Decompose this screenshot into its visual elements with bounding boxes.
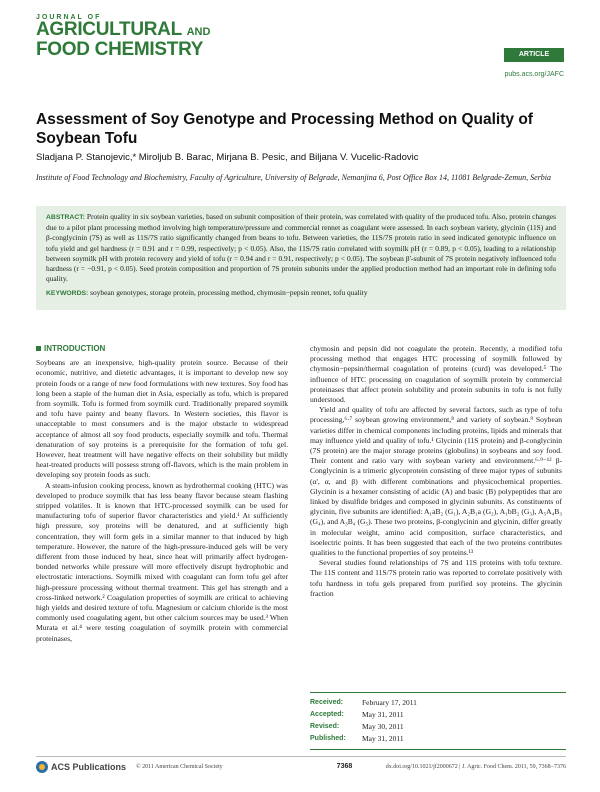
abstract-label: ABSTRACT: [46, 214, 85, 221]
journal-name-agricultural: AGRICULTURAL [36, 19, 182, 40]
date-row: Published: May 31, 2011 [310, 734, 404, 743]
abstract-panel [36, 206, 566, 310]
body-paragraph: A steam-infusion cooking process, known as hydrothermal cooking (HTC) was developed to produce soymilk that has less beany flavor because steam flashing stripped volatiles. It is known that HTC-processed soymilk can be used for manufacturing tofu of superior flavor characteristics and yield.¹ At sufficiently high pressure, soy proteins will be denatured, and at sufficiently high concentration, they will form gels in a similar manner to that induced by high temperature. However, the nature of the high-pressure-induced gels will be very different from those induced by heat, since heat will primarily affect hydrogen-bonded networks while pressure will more effectively disrupt hydrophobic and electrostatic interactions. Soymilk mixed with coagulant can form tofu gel after high-pressure processing without thermal treatment. This gel has strength and a cross-linked network.² Coagulation properties of soymilk are critical to achieving high yields and desired texture of tofu. Magnesium or calcium chloride is the most commonly used coagulating agent, but other calcium sources may be used.³ When Murata et al.⁴ were testing coagulation of soymilk protein with commercial proteinases, [36, 480, 288, 643]
abstract-text: Protein quality in six soybean varieties, based on subunit composition of their protein, was correlated with quality of the produced tofu. Also, protein changes due to a pilot plant processing method involving high temperature/pressure and commercial rennet as coagulant were assessed. In each soybean variety, glycinin (11S) and β-conglycinin (7S) as well as 11S/7S ratio significantly changed from beans to tofu. Between varieties, the 11S/7S protein ratio in seed indicated genotypic influence on tofu yield and gel hardness (r = 0.91 and r = 0.99, respectively; p < 0.05). Also, the 11S/7S ratio correlated with soymilk pH (r = 0.89, p < 0.05), leading to a relationship between soymilk pH with protein recovery and yield of tofu (r = 0.94 and r = 0.91, respectively; p < 0.05). The soybean β'-subunit of 7S protein negatively influenced tofu hardness (r = −0.91, p < 0.05). Seed protein composition and proportion of 7S protein subunits under the applied production method had an important role in defining tofu quality. [46, 212, 556, 284]
body-column-left [36, 344, 288, 644]
copyright-notice: © 2011 American Chemical Society [136, 763, 223, 770]
keywords-text: soybean genotypes, storage protein, processing method, chymosin−pepsin rennet, tofu quality [90, 288, 368, 298]
body-column-right [310, 344, 562, 599]
publication-dates [310, 692, 566, 750]
date-row: Accepted: May 31, 2011 [310, 710, 404, 719]
acs-publications-logo[interactable]: ACS Publications [36, 761, 126, 773]
acs-logo-icon [36, 761, 48, 773]
date-row: Revised: May 30, 2011 [310, 722, 404, 731]
journal-masthead [36, 14, 210, 59]
page-footer [36, 756, 566, 776]
author-list: Sladjana P. Stanojevic,* Miroljub B. Barac, Mirjana B. Pesic, and Biljana V. Vucelic-Radovic [36, 152, 419, 163]
journal-name-line-2: FOOD CHEMISTRY [36, 39, 204, 60]
body-paragraph: Several studies found relationships of 7S and 11S proteins with tofu texture. The 11S content and 11S/7S protein ratio was reported to correlate positively with tofu hardness in tofu gels prepared from purified soy proteins. The glycinin fraction [310, 558, 562, 598]
journal-name-and: AND [186, 26, 211, 38]
section-bullet-icon [36, 346, 41, 351]
author-affiliation: Institute of Food Technology and Biochemistry, Faculty of Agriculture, University of Belgrade, Nemanjina 6, Post Office Box 14, 11081 Belgrade-Zemun, Serbia [36, 173, 552, 182]
date-row: Received: February 17, 2011 [310, 698, 417, 707]
doi-citation-link[interactable]: dx.doi.org/10.1021/jf2000672 | J. Agric. Food Chem. 2011, 59, 7368−7376 [385, 763, 566, 770]
page-number: 7368 [336, 763, 353, 770]
body-paragraph: chymosin and pepsin did not coagulate the protein. Recently, a modified tofu processing method that engages HTC processing of soymilk followed by chymosin−pepsin/thermal coagulation of proteins (curd) was developed.⁵ The influence of HTC processing on coagulation of soymilk protein by commercial proteinases that affect protein solubility and protein subunits in tofu is not fully understood. [310, 344, 562, 405]
article-title: Assessment of Soy Genotype and Processing Method on Quality of Soybean Tofu [36, 111, 533, 147]
keywords-label: KEYWORDS: [46, 290, 89, 298]
article-type-badge: ARTICLE [504, 48, 564, 62]
keywords-paragraph [46, 288, 556, 299]
abstract-paragraph [46, 212, 556, 284]
journal-name-line-1 [36, 21, 210, 41]
journal-of-label: JOURNAL OF [36, 14, 102, 21]
body-paragraph: Yield and quality of tofu are affected by several factors, such as type of tofu processing,⁶·⁷ soybean growing environment,⁸ and variety of soybean.⁹ Soybean varieties differ in chemical components including proteins, lipids and minerals that may influence yield and quality of tofu.¹ Glycinin (11S protein) and β-conglycinin (7S protein) are the major storage proteins (globulins) in soybeans and soy food. Their content and ratio vary with soybean variety and environment.⁶·⁹⁻¹² β-Conglycinin is a trimeric glycoprotein consisting of three major types of subunits (α', α, and β) with different combinations and physicochemical properties. Glycinin is a hexamer consisting of acidic (A) and basic (B) polypeptides that are linked by disulfide bridges and composed in glycinin subunits. As constituents of glycinin, five subunits are identified: A₁aB₂ (G₁), A₂B₁a (G₂), A₁bB₂ (G₃), A₅A₄B₃ (G₄), and A₃B₄ (G₅). These two proteins, β-conglycinin and glycinin, differ greatly in molecular weight, amino acid composition, surface characteristics, and isoelectric points. It has been suggested that each of the two proteins contributes qualities to the functional properties of soy proteins.¹³ [310, 405, 562, 558]
journal-url-link[interactable]: pubs.acs.org/JAFC [504, 71, 564, 78]
introduction-heading: INTRODUCTION [36, 344, 288, 354]
body-paragraph: Soybeans are an inexpensive, high-quality protein source. Because of their economic, nutritive, and dietetic advantages, it is important to develop new soy protein foods or a range of new food formulations with new textures. Soy food has long been a staple of the human diet in Asia, especially as tofu, which is prepared from soymilk. Tofu is formed from soymilk curd. Traditionally prepared soymilk and tofu have painty and beany flavors. In Western societies, this flavor is unacceptable to most consumers and is the major obstacle to widespread acceptance of almost all soy food products, especially soymilk and tofu. Thermal denaturation of soy proteins is a prerequisite for the formation of tofu gel. However, heat treatment will have negative effects on their solubility but mildly heat-treated products will possess strong off-flavors, which is the main problem in developing soy protein foods as such. [36, 358, 288, 480]
